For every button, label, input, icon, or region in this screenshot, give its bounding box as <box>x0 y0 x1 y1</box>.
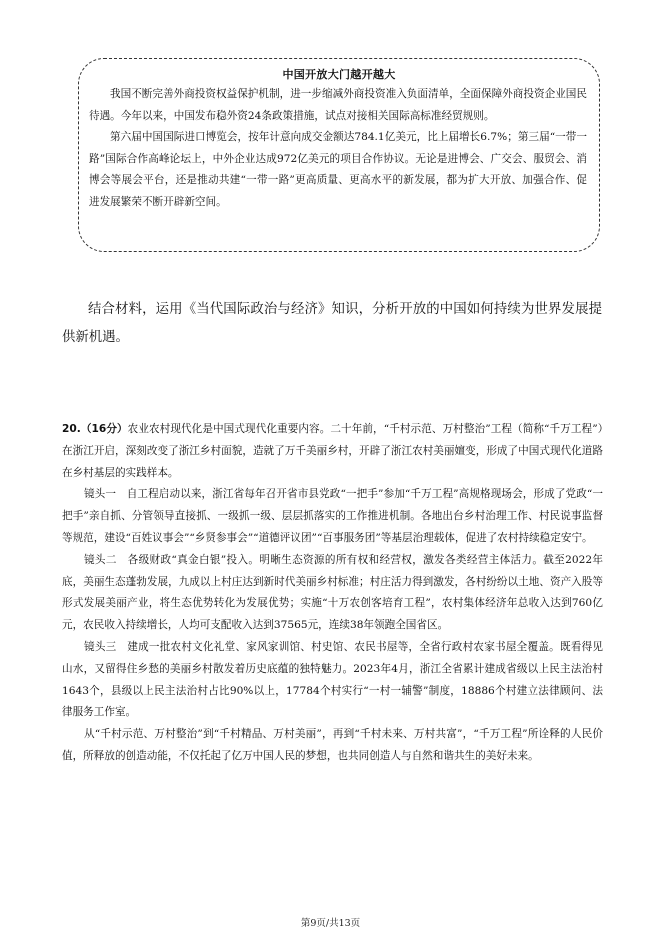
question-19-text: 结合材料，运用《当代国际政治与经济》知识，分析开放的中国如何持续为世界发展提供新机遇。 <box>62 302 602 345</box>
material-box-body <box>89 84 587 213</box>
conclusion-paragraph: 从“千村示范、万村整治”到“千村精品、万村美丽”，再到“千村未来、万村共富”，“千万工程”所诠释的人民价值，所释放的创造动能，不仅托起了亿万中国人民的梦想，也共同创造人与自然和谐共生的美好未来。 <box>62 728 603 762</box>
material-paragraph: 第六届中国国际进口博览会，按年计意向成交金额达784.1亿美元，比上届增长6.7%；第三届“一带一路”国际合作高峰论坛上，中外企业达成972亿美元的项目合作协议。无论是进博会、广交会、服贸会、消博会等展会平台，还是推动共建“一带一路”更高质量、更高水平的新发展，都为扩大开放、加强合作、促进发展繁荣不断开辟新空间。 <box>89 131 587 208</box>
scene-3-paragraph: 镜头三 建成一批农村文化礼堂、家风家训馆、村史馆、农民书屋等，全省行政村农家书屋全覆盖。既看得见山水，又留得住乡愁的美丽乡村散发着历史底蕴的独特魅力。2023年4月，浙江全省累计建成省级以上民主法治村1643个，县级以上民主法治村占比90%以上，17784个村实行“一村一辅警”制度，18886个村建立法律顾问、法律服务工作室。 <box>62 640 603 719</box>
question-20 <box>62 419 603 768</box>
page-number: 第9页/共13页 <box>300 918 361 929</box>
question-19-prompt <box>62 296 602 352</box>
scene-2-paragraph: 镜头二 各级财政“真金白银”投入。明晰生态资源的所有权和经营权，激发各类经营主体活力。截至2022年底，美丽生态蓬勃发展，九成以上村庄达到新时代美丽乡村标准；村庄活力得到激发，各村纷纷以土地、资产入股等形式发展美丽产业，将生态优势转化为发展优势；实施“十万农创客培育工程”，农村集体经济年总收入达到760亿元，农民收入持续增长，人均可支配收入达到37565元，连续38年领跑全国省区。 <box>62 553 603 632</box>
material-box <box>78 58 600 252</box>
scene-1-paragraph: 镜头一 自工程启动以来，浙江省每年召开省市县党政“一把手”参加“千万工程”高规格现场会，形成了党政“一把手”亲自抓、分管领导直接抓、一级抓一级、层层抓落实的工作推进机制。各地出台乡村治理工作、村民说事监督等规范，建设“百姓议事会”“乡贤参事会”“道德评议团”“百事服务团”等基层治理载体，促进了农村持续稳定安宁。 <box>62 488 603 544</box>
question-20-number: 20.（16分） <box>62 423 128 435</box>
question-20-intro-paragraph <box>62 419 603 484</box>
material-paragraph: 我国不断完善外商投资权益保护机制，进一步缩减外商投资准入负面清单，全面保障外商投资企业国民待遇。今年以来，中国发布稳外资24条政策措施，试点对接相关国际高标准经贸规则。 <box>89 88 587 122</box>
question-20-intro: 农业农村现代化是中国式现代化重要内容。二十年前，“千村示范、万村整治”工程（简称“千万工程”）在浙江开启，深刻改变了浙江乡村面貌，造就了万千美丽乡村，开辟了浙江农村美丽嬗变，形成了中国式现代化道路在乡村基层的实践样本。 <box>62 423 603 479</box>
material-box-title: 中国开放大门越开越大 <box>282 68 396 81</box>
